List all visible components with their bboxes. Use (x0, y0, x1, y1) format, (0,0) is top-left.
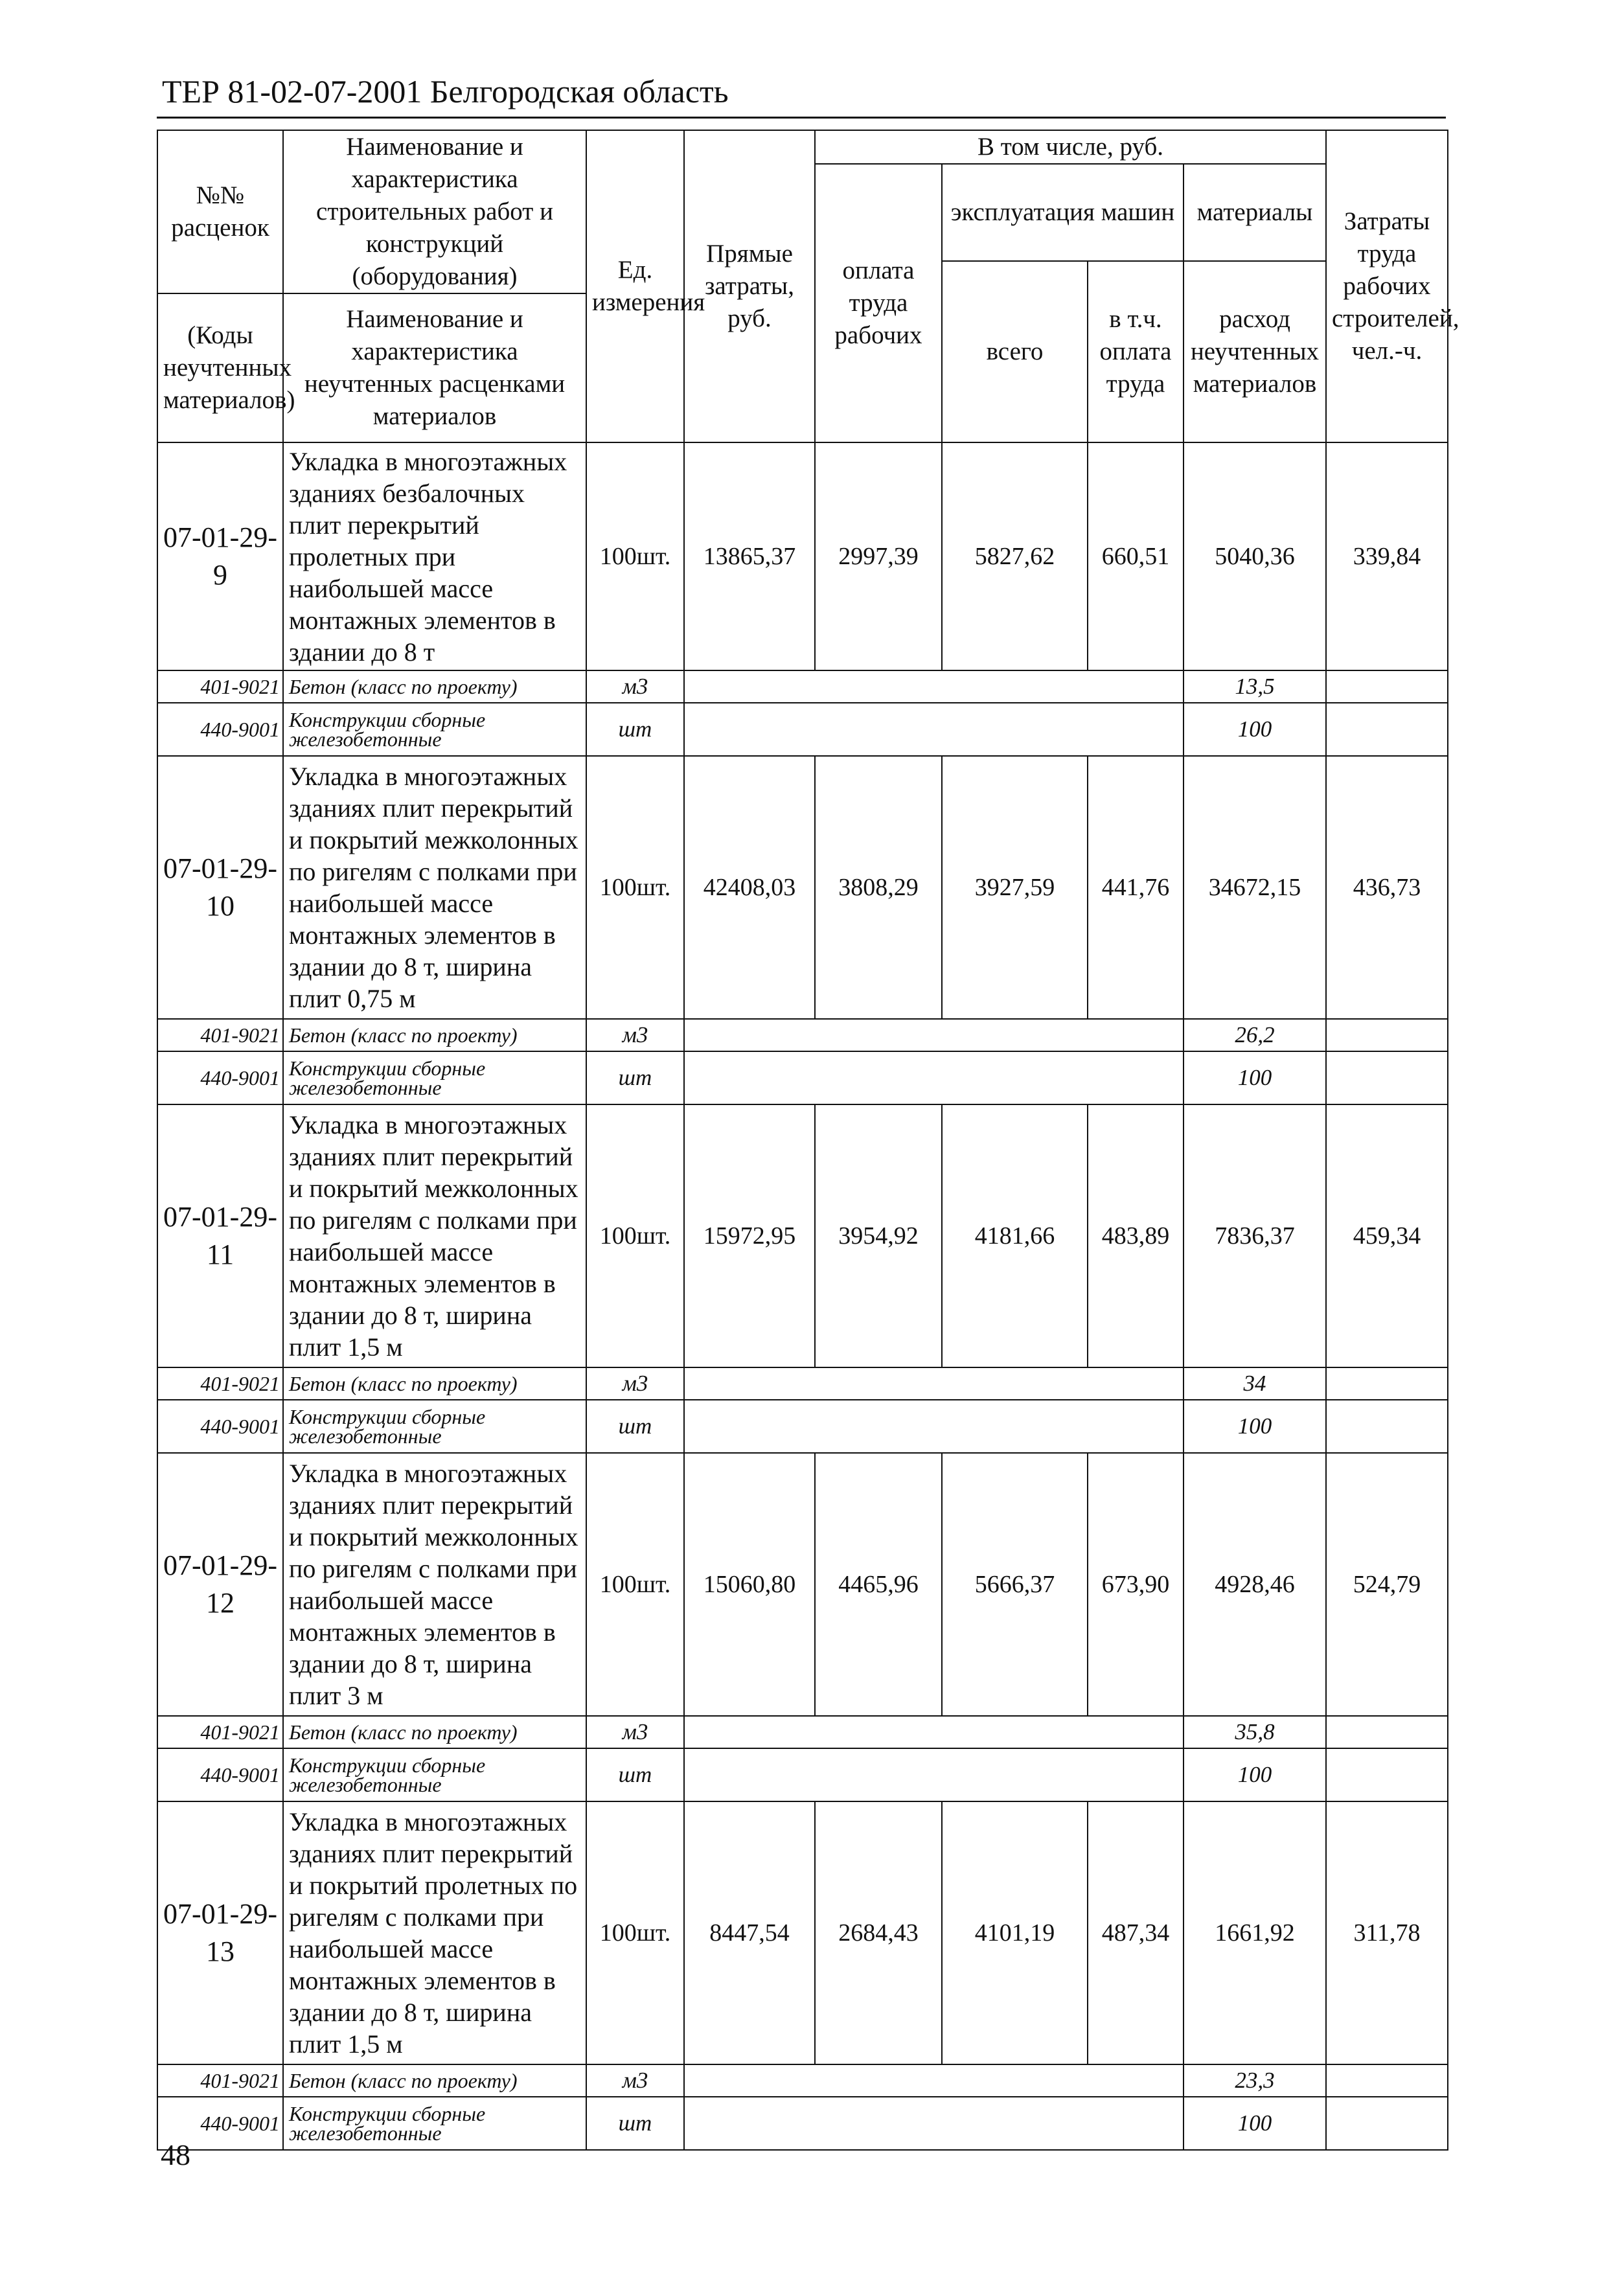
rate-machines-wage: 441,76 (1088, 756, 1184, 1019)
header-wage: оплата труда рабочих (815, 164, 942, 442)
rate-unit: 100шт. (586, 1453, 684, 1716)
rate-wage: 2997,39 (815, 442, 942, 670)
rate-unit: 100шт. (586, 1801, 684, 2064)
rate-machines-total: 3927,59 (942, 756, 1088, 1019)
rate-name: Укладка в многоэтажных зданиях плит перекрытий и покрытий пролетных по ригелям с полками при наибольшей массе монтажных элементов в здании до 8 т, ширина плит 1,5 м (283, 1801, 586, 2064)
rate-wage: 3954,92 (815, 1104, 942, 1367)
material-code: 440-9001 (157, 703, 283, 756)
material-blank (1326, 670, 1448, 703)
material-name: Бетон (класс по проекту) (283, 670, 586, 703)
rate-direct: 42408,03 (684, 756, 815, 1019)
material-name: Бетон (класс по проекту) (283, 1367, 586, 1400)
header-machines: эксплуатация машин (942, 164, 1184, 261)
material-blank (1326, 1400, 1448, 1453)
material-name: Конструкции сборные железобетонные (283, 1748, 586, 1801)
material-row (157, 1748, 1448, 1801)
material-unit: м3 (586, 1019, 684, 1051)
header-machines-wage: в т.ч. оплата труда (1088, 261, 1184, 443)
rate-name: Укладка в многоэтажных зданиях безбалочных плит перекрытий пролетных при наибольшей массе монтажных элементов в здании до 8 т (283, 442, 586, 670)
material-unit: м3 (586, 2064, 684, 2097)
material-name: Конструкции сборные железобетонные (283, 1400, 586, 1453)
header-unit: Ед. измерения (586, 130, 684, 442)
material-code: 401-9021 (157, 1716, 283, 1748)
material-name: Конструкции сборные железобетонные (283, 2097, 586, 2150)
material-unit: шт (586, 1748, 684, 1801)
material-blank (1326, 1716, 1448, 1748)
rate-name: Укладка в многоэтажных зданиях плит перекрытий и покрытий межколонных по ригелям с полками при наибольшей массе монтажных элементов в здании до 8 т, ширина плит 3 м (283, 1453, 586, 1716)
material-code: 401-9021 (157, 2064, 283, 2097)
material-blank (1326, 2097, 1448, 2150)
header-code: №№ расценок (157, 130, 283, 293)
material-value: 34 (1184, 1367, 1326, 1400)
material-row (157, 670, 1448, 703)
material-blank (684, 1051, 1184, 1104)
material-blank (684, 703, 1184, 756)
rate-materials: 4928,46 (1184, 1453, 1326, 1716)
material-blank (1326, 703, 1448, 756)
material-blank (684, 2097, 1184, 2150)
material-name: Бетон (класс по проекту) (283, 2064, 586, 2097)
header-labor: Затраты труда рабочих строителей, чел.-ч. (1326, 130, 1448, 442)
rate-unit: 100шт. (586, 756, 684, 1019)
material-code: 440-9001 (157, 1400, 283, 1453)
material-code: 440-9001 (157, 1051, 283, 1104)
table-row (157, 756, 1448, 1019)
header-materials-usage: расход неучтенных материалов (1184, 261, 1326, 443)
material-row (157, 1019, 1448, 1051)
material-blank (684, 1367, 1184, 1400)
material-name: Конструкции сборные железобетонные (283, 1051, 586, 1104)
rate-machines-wage: 483,89 (1088, 1104, 1184, 1367)
material-unit: шт (586, 703, 684, 756)
material-value: 100 (1184, 1400, 1326, 1453)
rate-labor: 524,79 (1326, 1453, 1448, 1716)
rate-direct: 15972,95 (684, 1104, 815, 1367)
page-title: ТЕР 81-02-07-2001 Белгородская область (162, 73, 729, 109)
rate-machines-total: 5827,62 (942, 442, 1088, 670)
rate-unit: 100шт. (586, 442, 684, 670)
material-value: 26,2 (1184, 1019, 1326, 1051)
rate-labor: 339,84 (1326, 442, 1448, 670)
rate-materials: 34672,15 (1184, 756, 1326, 1019)
rate-machines-wage: 673,90 (1088, 1453, 1184, 1716)
header-machines-total: всего (942, 261, 1088, 443)
table-row (157, 1104, 1448, 1367)
header-incl: В том числе, руб. (815, 130, 1326, 164)
rate-wage: 2684,43 (815, 1801, 942, 2064)
rate-code: 07-01-29-9 (157, 442, 283, 670)
material-value: 13,5 (1184, 670, 1326, 703)
rate-code: 07-01-29-10 (157, 756, 283, 1019)
header-direct: Прямые затраты, руб. (684, 130, 815, 442)
material-code: 401-9021 (157, 1367, 283, 1400)
material-blank (1326, 1051, 1448, 1104)
header-name: Наименование и характеристика строительных работ и конструкций (оборудования) (283, 130, 586, 293)
material-code: 401-9021 (157, 1019, 283, 1051)
material-value: 100 (1184, 2097, 1326, 2150)
rate-name: Укладка в многоэтажных зданиях плит перекрытий и покрытий межколонных по ригелям с полками при наибольшей массе монтажных элементов в здании до 8 т, ширина плит 0,75 м (283, 756, 586, 1019)
rate-materials: 1661,92 (1184, 1801, 1326, 2064)
rate-machines-total: 5666,37 (942, 1453, 1088, 1716)
rate-labor: 436,73 (1326, 756, 1448, 1019)
material-unit: шт (586, 1051, 684, 1104)
material-name: Бетон (класс по проекту) (283, 1019, 586, 1051)
material-unit: м3 (586, 670, 684, 703)
rate-unit: 100шт. (586, 1104, 684, 1367)
rate-code: 07-01-29-11 (157, 1104, 283, 1367)
rate-direct: 13865,37 (684, 442, 815, 670)
material-blank (1326, 1748, 1448, 1801)
material-blank (684, 2064, 1184, 2097)
table-row (157, 442, 1448, 670)
page-number: 48 (161, 2138, 190, 2171)
material-blank (684, 1019, 1184, 1051)
header-materials: материалы (1184, 164, 1326, 261)
material-value: 100 (1184, 1051, 1326, 1104)
rate-materials: 5040,36 (1184, 442, 1326, 670)
material-blank (684, 1748, 1184, 1801)
material-code: 440-9001 (157, 2097, 283, 2150)
rate-labor: 459,34 (1326, 1104, 1448, 1367)
table-row (157, 1801, 1448, 2064)
material-blank (1326, 1019, 1448, 1051)
rate-machines-wage: 487,34 (1088, 1801, 1184, 2064)
rate-wage: 4465,96 (815, 1453, 942, 1716)
material-row (157, 703, 1448, 756)
material-unit: шт (586, 2097, 684, 2150)
material-name: Бетон (класс по проекту) (283, 1716, 586, 1748)
material-unit: шт (586, 1400, 684, 1453)
material-value: 100 (1184, 1748, 1326, 1801)
material-code: 440-9001 (157, 1748, 283, 1801)
rate-direct: 8447,54 (684, 1801, 815, 2064)
material-blank (684, 1400, 1184, 1453)
material-unit: м3 (586, 1716, 684, 1748)
rate-labor: 311,78 (1326, 1801, 1448, 2064)
rates-table (157, 130, 1459, 2151)
rate-direct: 15060,80 (684, 1453, 815, 1716)
material-value: 35,8 (1184, 1716, 1326, 1748)
header-name-sub: Наименование и характеристика неучтенных расценками материалов (283, 293, 586, 442)
material-blank (1326, 2064, 1448, 2097)
material-row (157, 2064, 1448, 2097)
material-code: 401-9021 (157, 670, 283, 703)
rate-machines-wage: 660,51 (1088, 442, 1184, 670)
page-header (157, 70, 1446, 119)
material-blank (684, 1716, 1184, 1748)
rate-code: 07-01-29-12 (157, 1453, 283, 1716)
rate-materials: 7836,37 (1184, 1104, 1326, 1367)
material-blank (1326, 1367, 1448, 1400)
material-unit: м3 (586, 1367, 684, 1400)
material-row (157, 1367, 1448, 1400)
rate-name: Укладка в многоэтажных зданиях плит перекрытий и покрытий межколонных по ригелям с полками при наибольшей массе монтажных элементов в здании до 8 т, ширина плит 1,5 м (283, 1104, 586, 1367)
material-row (157, 1716, 1448, 1748)
rate-wage: 3808,29 (815, 756, 942, 1019)
material-value: 100 (1184, 703, 1326, 756)
rate-machines-total: 4181,66 (942, 1104, 1088, 1367)
rate-machines-total: 4101,19 (942, 1801, 1088, 2064)
material-row (157, 1051, 1448, 1104)
material-row (157, 2097, 1448, 2150)
header-code-sub: (Коды неучтенных материалов) (157, 293, 283, 442)
material-value: 23,3 (1184, 2064, 1326, 2097)
material-row (157, 1400, 1448, 1453)
table-row (157, 1453, 1448, 1716)
material-blank (684, 670, 1184, 703)
rate-code: 07-01-29-13 (157, 1801, 283, 2064)
material-name: Конструкции сборные железобетонные (283, 703, 586, 756)
